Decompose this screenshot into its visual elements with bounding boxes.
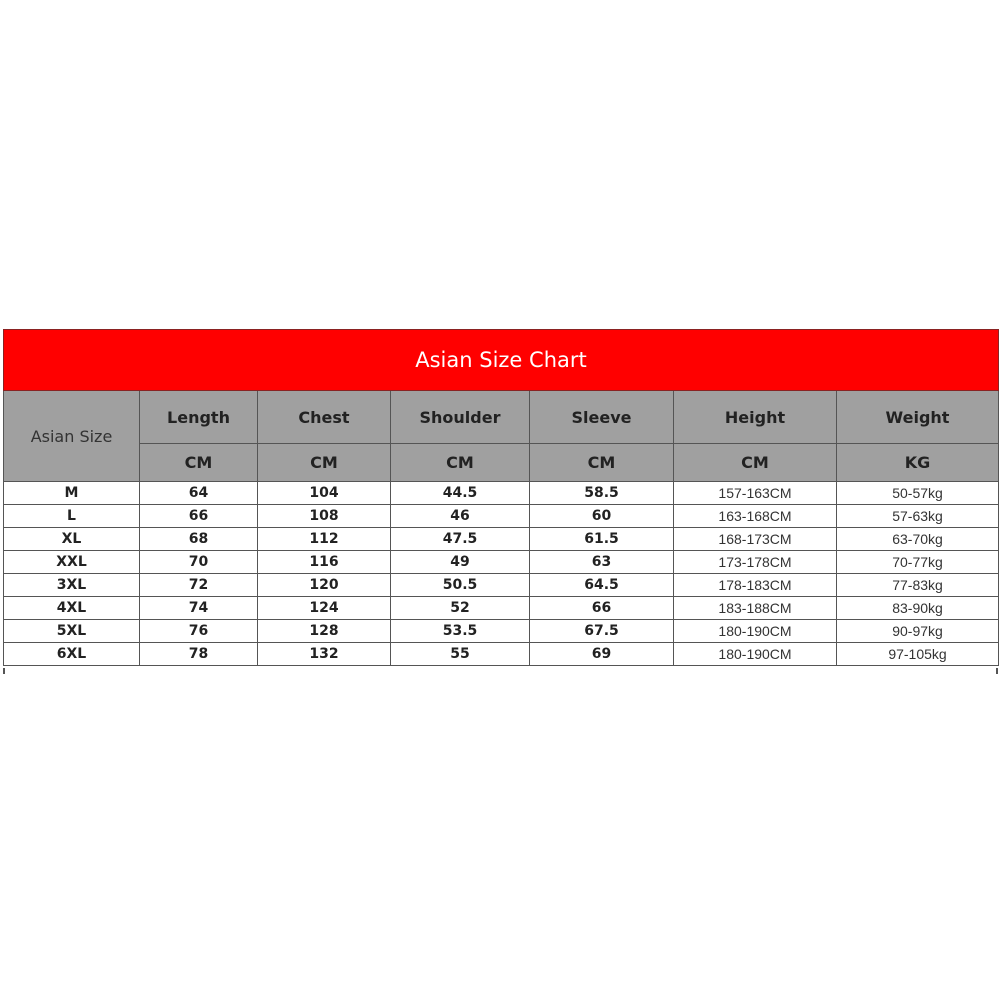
cell-sleeve: 63 (530, 551, 674, 574)
cell-shoulder: 53.5 (391, 620, 530, 643)
cell-length: 74 (140, 597, 258, 620)
unit-chest: CM (258, 444, 391, 482)
cell-size: XXL (4, 551, 140, 574)
column-header-chest: Chest (258, 391, 391, 444)
cell-chest: 132 (258, 643, 391, 666)
column-header-height: Height (674, 391, 837, 444)
cell-length: 72 (140, 574, 258, 597)
cell-height: 173-178CM (674, 551, 837, 574)
cell-size: 4XL (4, 597, 140, 620)
cell-shoulder: 44.5 (391, 482, 530, 505)
table-border-tail (996, 668, 998, 674)
cell-chest: 124 (258, 597, 391, 620)
cell-weight: 57-63kg (837, 505, 999, 528)
cell-chest: 120 (258, 574, 391, 597)
table-row (4, 505, 999, 528)
cell-shoulder: 46 (391, 505, 530, 528)
table-row (4, 574, 999, 597)
cell-length: 78 (140, 643, 258, 666)
cell-chest: 104 (258, 482, 391, 505)
cell-size: L (4, 505, 140, 528)
size-table (3, 329, 999, 666)
cell-sleeve: 69 (530, 643, 674, 666)
cell-weight: 77-83kg (837, 574, 999, 597)
unit-weight: KG (837, 444, 999, 482)
cell-sleeve: 60 (530, 505, 674, 528)
column-header-shoulder: Shoulder (391, 391, 530, 444)
cell-weight: 70-77kg (837, 551, 999, 574)
cell-length: 70 (140, 551, 258, 574)
cell-size: 6XL (4, 643, 140, 666)
size-column-header: Asian Size (4, 391, 140, 482)
cell-height: 183-188CM (674, 597, 837, 620)
cell-height: 157-163CM (674, 482, 837, 505)
cell-height: 163-168CM (674, 505, 837, 528)
column-header-length: Length (140, 391, 258, 444)
cell-length: 66 (140, 505, 258, 528)
cell-sleeve: 66 (530, 597, 674, 620)
table-row (4, 528, 999, 551)
table-row (4, 643, 999, 666)
table-row (4, 551, 999, 574)
unit-length: CM (140, 444, 258, 482)
cell-shoulder: 50.5 (391, 574, 530, 597)
cell-length: 76 (140, 620, 258, 643)
cell-chest: 128 (258, 620, 391, 643)
cell-height: 180-190CM (674, 620, 837, 643)
cell-sleeve: 61.5 (530, 528, 674, 551)
table-border-tail (3, 668, 5, 674)
cell-height: 168-173CM (674, 528, 837, 551)
cell-size: 5XL (4, 620, 140, 643)
size-chart (3, 329, 998, 666)
column-header-weight: Weight (837, 391, 999, 444)
cell-size: M (4, 482, 140, 505)
cell-chest: 108 (258, 505, 391, 528)
cell-weight: 90-97kg (837, 620, 999, 643)
cell-shoulder: 52 (391, 597, 530, 620)
cell-length: 68 (140, 528, 258, 551)
column-header-sleeve: Sleeve (530, 391, 674, 444)
cell-weight: 63-70kg (837, 528, 999, 551)
cell-chest: 116 (258, 551, 391, 574)
cell-weight: 50-57kg (837, 482, 999, 505)
cell-weight: 97-105kg (837, 643, 999, 666)
cell-length: 64 (140, 482, 258, 505)
unit-shoulder: CM (391, 444, 530, 482)
cell-height: 178-183CM (674, 574, 837, 597)
chart-title: Asian Size Chart (4, 330, 999, 391)
unit-sleeve: CM (530, 444, 674, 482)
cell-shoulder: 55 (391, 643, 530, 666)
cell-sleeve: 67.5 (530, 620, 674, 643)
table-row (4, 620, 999, 643)
cell-weight: 83-90kg (837, 597, 999, 620)
table-row (4, 482, 999, 505)
cell-size: XL (4, 528, 140, 551)
cell-chest: 112 (258, 528, 391, 551)
cell-shoulder: 49 (391, 551, 530, 574)
cell-shoulder: 47.5 (391, 528, 530, 551)
unit-height: CM (674, 444, 837, 482)
cell-sleeve: 58.5 (530, 482, 674, 505)
cell-height: 180-190CM (674, 643, 837, 666)
cell-size: 3XL (4, 574, 140, 597)
cell-sleeve: 64.5 (530, 574, 674, 597)
table-row (4, 597, 999, 620)
